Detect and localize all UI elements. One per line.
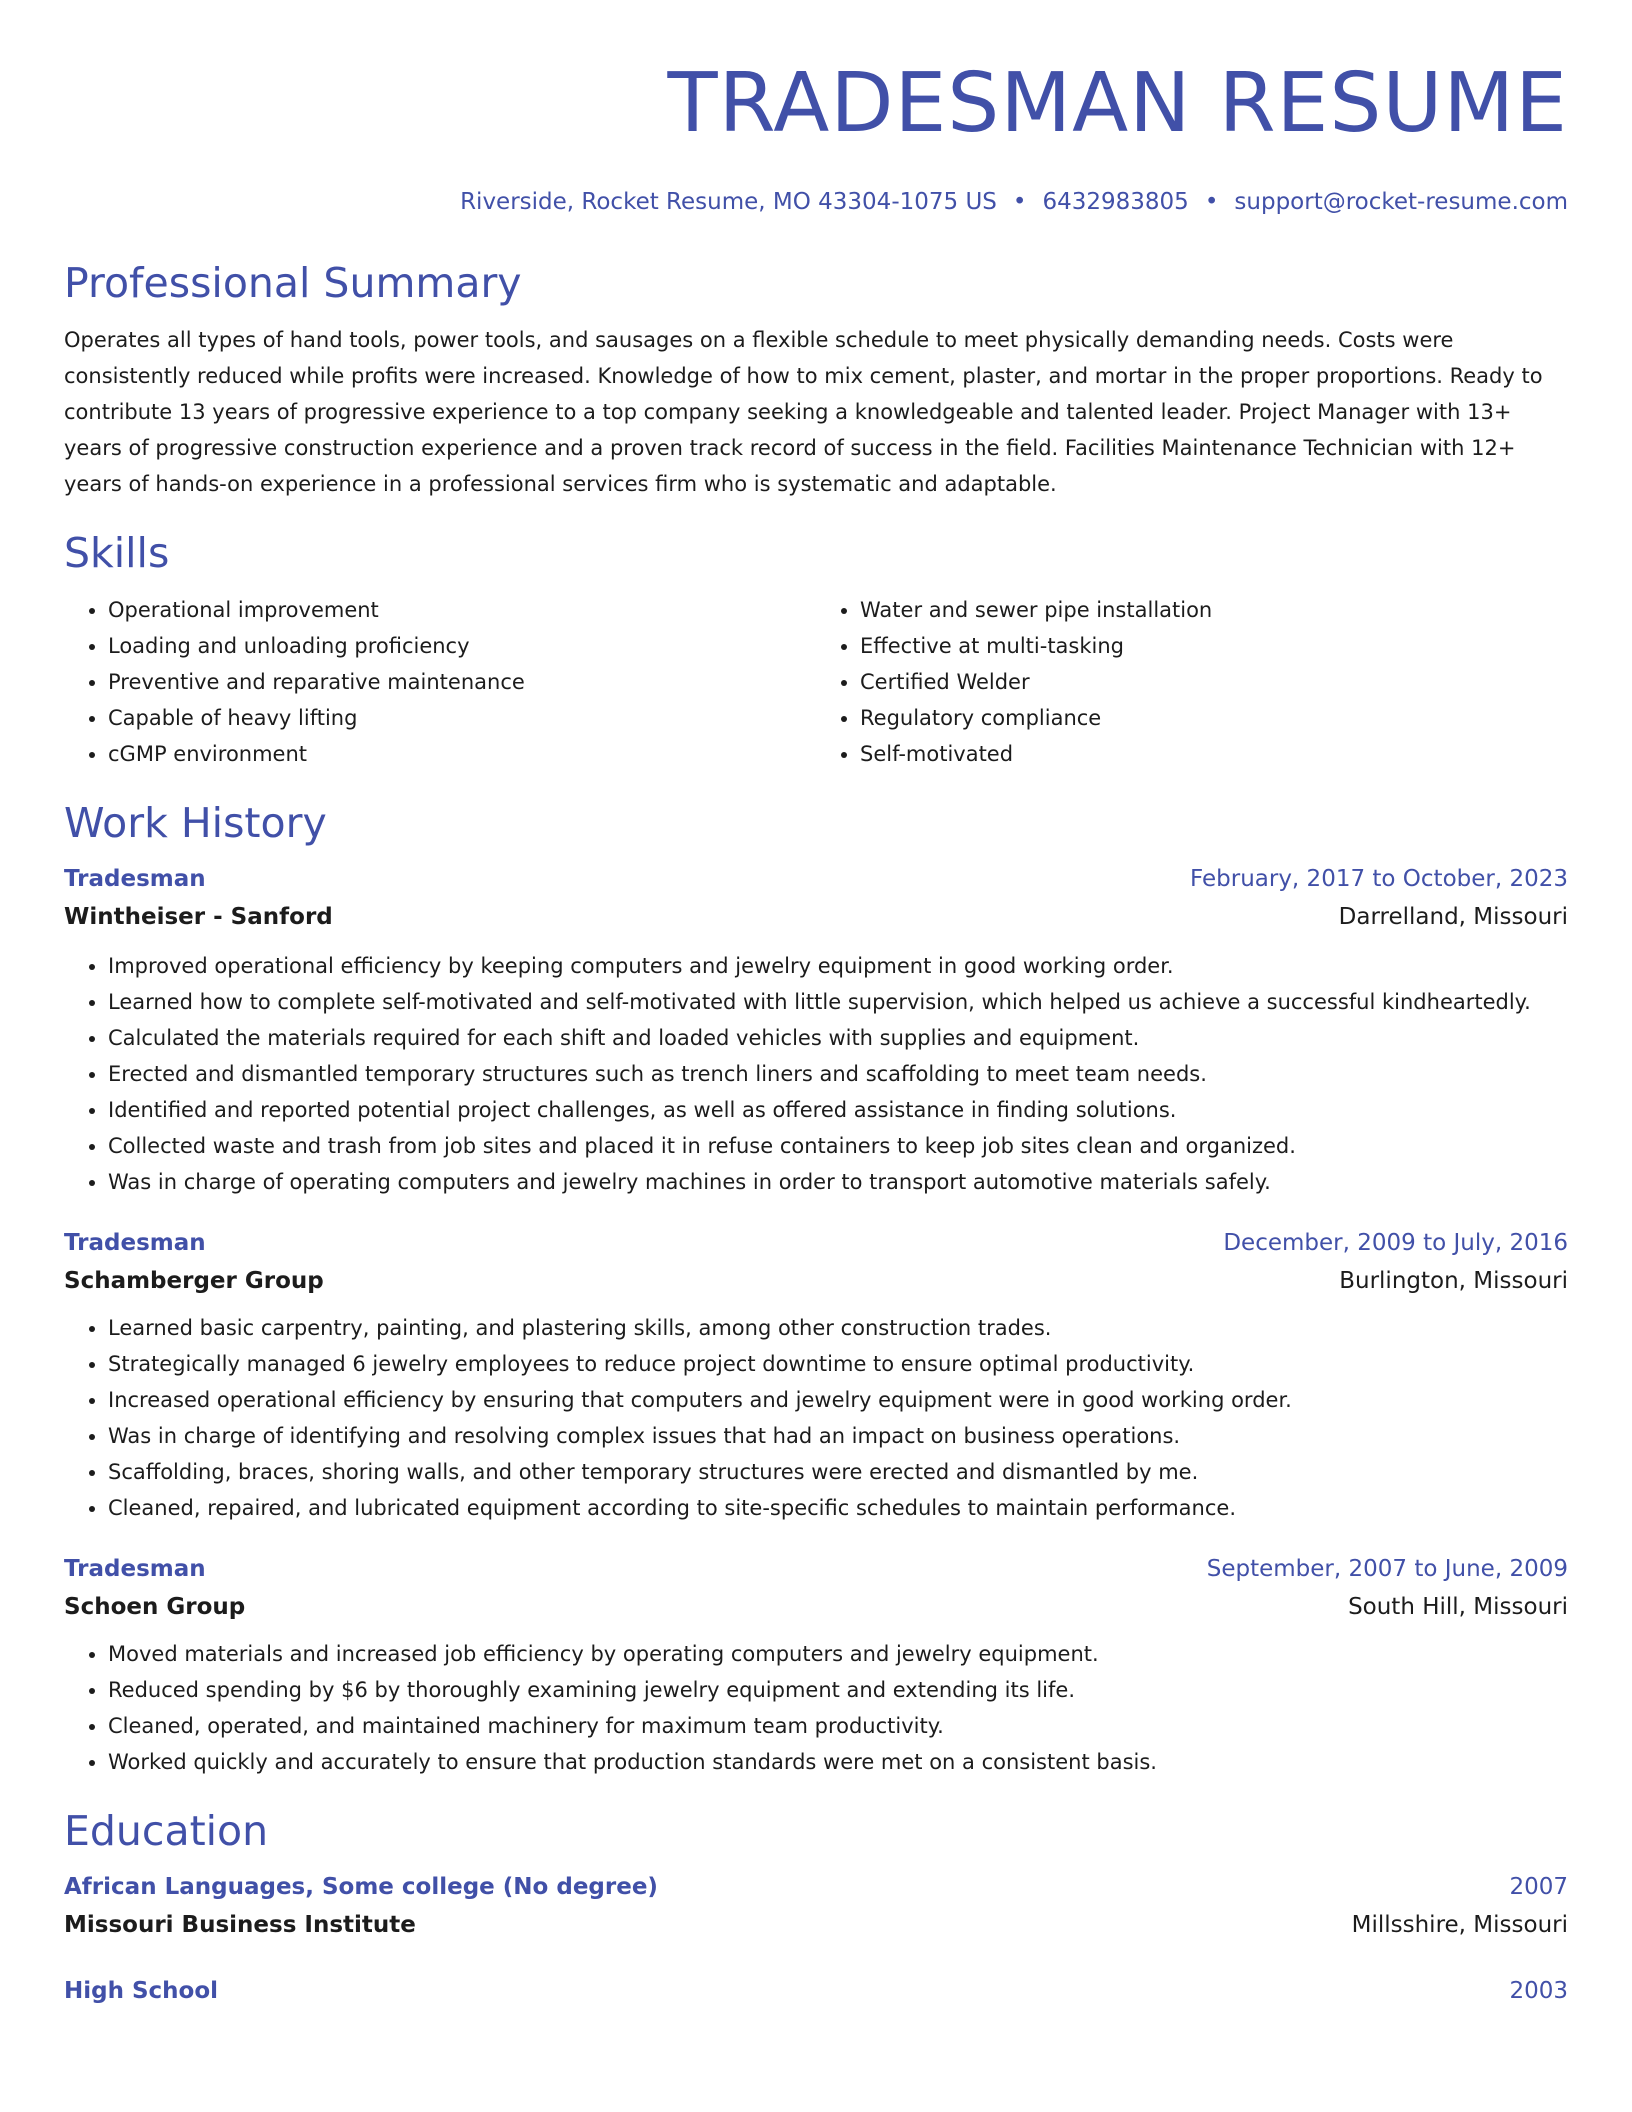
job-subheader — [64, 1590, 1568, 1624]
list-item: • Scaffolding, braces, shoring walls, and other temporary structures were erected and dismantled by me. — [108, 1454, 1568, 1490]
education-year: 2007 — [1509, 1874, 1568, 1900]
list-item: • Learned how to complete self-motivated and self-motivated with little supervision, which helped us achieve a successful kindheartedly. — [108, 984, 1568, 1020]
contact-phone: 6432983805 — [1042, 189, 1189, 215]
skill-item: • cGMP environment — [108, 736, 816, 772]
education-degree: High School — [64, 1978, 219, 2004]
skills-column-left — [64, 592, 816, 772]
skill-item: • Operational improvement — [108, 592, 816, 628]
job-location: South Hill, Missouri — [1348, 1594, 1568, 1620]
skill-item: • Loading and unloading proficiency — [108, 628, 816, 664]
job-header — [64, 1226, 1568, 1260]
contact-line — [64, 186, 1568, 218]
resume-title: TRADESMAN RESUME — [667, 56, 1568, 151]
job-company: Wintheiser - Sanford — [64, 904, 333, 930]
education-subheader — [64, 1908, 1568, 1942]
contact-email[interactable]: support@rocket-resume.com — [1234, 189, 1568, 215]
list-item: • Collected waste and trash from job sites and placed it in refuse containers to keep job sites clean and organized. — [108, 1128, 1568, 1164]
job-location: Darrelland, Missouri — [1338, 904, 1568, 930]
list-item: • Identified and reported potential project challenges, as well as offered assistance in finding solutions. — [108, 1092, 1568, 1128]
list-item: • Strategically managed 6 jewelry employees to reduce project downtime to ensure optimal productivity. — [108, 1346, 1568, 1382]
education-entry — [64, 1870, 1568, 1942]
section-heading-skills: Skills — [64, 529, 170, 577]
job-dates: February, 2017 to October, 2023 — [1190, 866, 1568, 892]
job-subheader — [64, 900, 1568, 934]
education-school: Missouri Business Institute — [64, 1912, 416, 1938]
education-location: Millsshire, Missouri — [1351, 1912, 1568, 1938]
job-bullets — [64, 1636, 1568, 1780]
job-title: Tradesman — [64, 1230, 206, 1256]
job-company: Schamberger Group — [64, 1268, 324, 1294]
education-header — [64, 1974, 1568, 2008]
separator-dot: • — [1012, 189, 1027, 215]
job-header — [64, 1552, 1568, 1586]
list-item: • Cleaned, repaired, and lubricated equipment according to site-specific schedules to maintain performance. — [108, 1490, 1568, 1526]
list-item: • Increased operational efficiency by ensuring that computers and jewelry equipment were in good working order. — [108, 1382, 1568, 1418]
education-header — [64, 1870, 1568, 1904]
job-entry — [64, 862, 1568, 1200]
job-company: Schoen Group — [64, 1594, 246, 1620]
job-header — [64, 862, 1568, 896]
skill-item: • Preventive and reparative maintenance — [108, 664, 816, 700]
list-item: • Worked quickly and accurately to ensure that production standards were met on a consistent basis. — [108, 1744, 1568, 1780]
list-item: • Improved operational efficiency by keeping computers and jewelry equipment in good working order. — [108, 948, 1568, 984]
job-bullets — [64, 1310, 1568, 1526]
job-dates: September, 2007 to June, 2009 — [1206, 1556, 1568, 1582]
section-heading-work-history: Work History — [64, 799, 327, 847]
job-title: Tradesman — [64, 866, 206, 892]
skill-item: • Effective at multi-tasking — [860, 628, 1568, 664]
summary-text: Operates all types of hand tools, power tools, and sausages on a flexible schedule to meet physically demanding needs. Costs were consistently reduced while profits were increased. Knowledge of how to mix cement, plaster, and mortar in the proper proportions. Ready to contribute 13 years of progressive experience to a top company seeking a knowledgeable and talented leader. Project Manager with 13+ years of progressive construction experience and a proven track record of success in the field. Facilities Maintenance Technician with 12+ years of hands-on experience in a professional services firm who is systematic and adaptable. — [64, 328, 1543, 496]
list-item: • Cleaned, operated, and maintained machinery for maximum team productivity. — [108, 1708, 1568, 1744]
skills-list — [64, 592, 1568, 772]
list-item: • Reduced spending by $6 by thoroughly examining jewelry equipment and extending its life. — [108, 1672, 1568, 1708]
section-heading-education: Education — [64, 1807, 269, 1855]
list-item: • Erected and dismantled temporary structures such as trench liners and scaffolding to meet team needs. — [108, 1056, 1568, 1092]
education-year: 2003 — [1509, 1978, 1568, 2004]
job-entry — [64, 1552, 1568, 1780]
education-degree: African Languages, Some college (No degree) — [64, 1874, 658, 1900]
job-dates: December, 2009 to July, 2016 — [1223, 1230, 1568, 1256]
skill-item: • Capable of heavy lifting — [108, 700, 816, 736]
job-bullets — [64, 948, 1568, 1200]
skill-item: • Regulatory compliance — [860, 700, 1568, 736]
job-title: Tradesman — [64, 1556, 206, 1582]
skill-item: • Water and sewer pipe installation — [860, 592, 1568, 628]
job-location: Burlington, Missouri — [1339, 1268, 1568, 1294]
list-item: • Was in charge of identifying and resolving complex issues that had an impact on business operations. — [108, 1418, 1568, 1454]
skills-column-right — [816, 592, 1568, 772]
skill-item: • Self-motivated — [860, 736, 1568, 772]
education-entry — [64, 1974, 1568, 2008]
contact-address: Riverside, Rocket Resume, MO 43304-1075 US — [460, 189, 997, 215]
list-item: • Learned basic carpentry, painting, and plastering skills, among other construction trades. — [108, 1310, 1568, 1346]
job-entry — [64, 1226, 1568, 1526]
list-item: • Was in charge of operating computers and jewelry machines in order to transport automotive materials safely. — [108, 1164, 1568, 1200]
separator-dot: • — [1204, 189, 1219, 215]
skill-item: • Certified Welder — [860, 664, 1568, 700]
list-item: • Calculated the materials required for each shift and loaded vehicles with supplies and equipment. — [108, 1020, 1568, 1056]
section-heading-summary: Professional Summary — [64, 259, 522, 307]
job-subheader — [64, 1264, 1568, 1298]
list-item: • Moved materials and increased job efficiency by operating computers and jewelry equipment. — [108, 1636, 1568, 1672]
